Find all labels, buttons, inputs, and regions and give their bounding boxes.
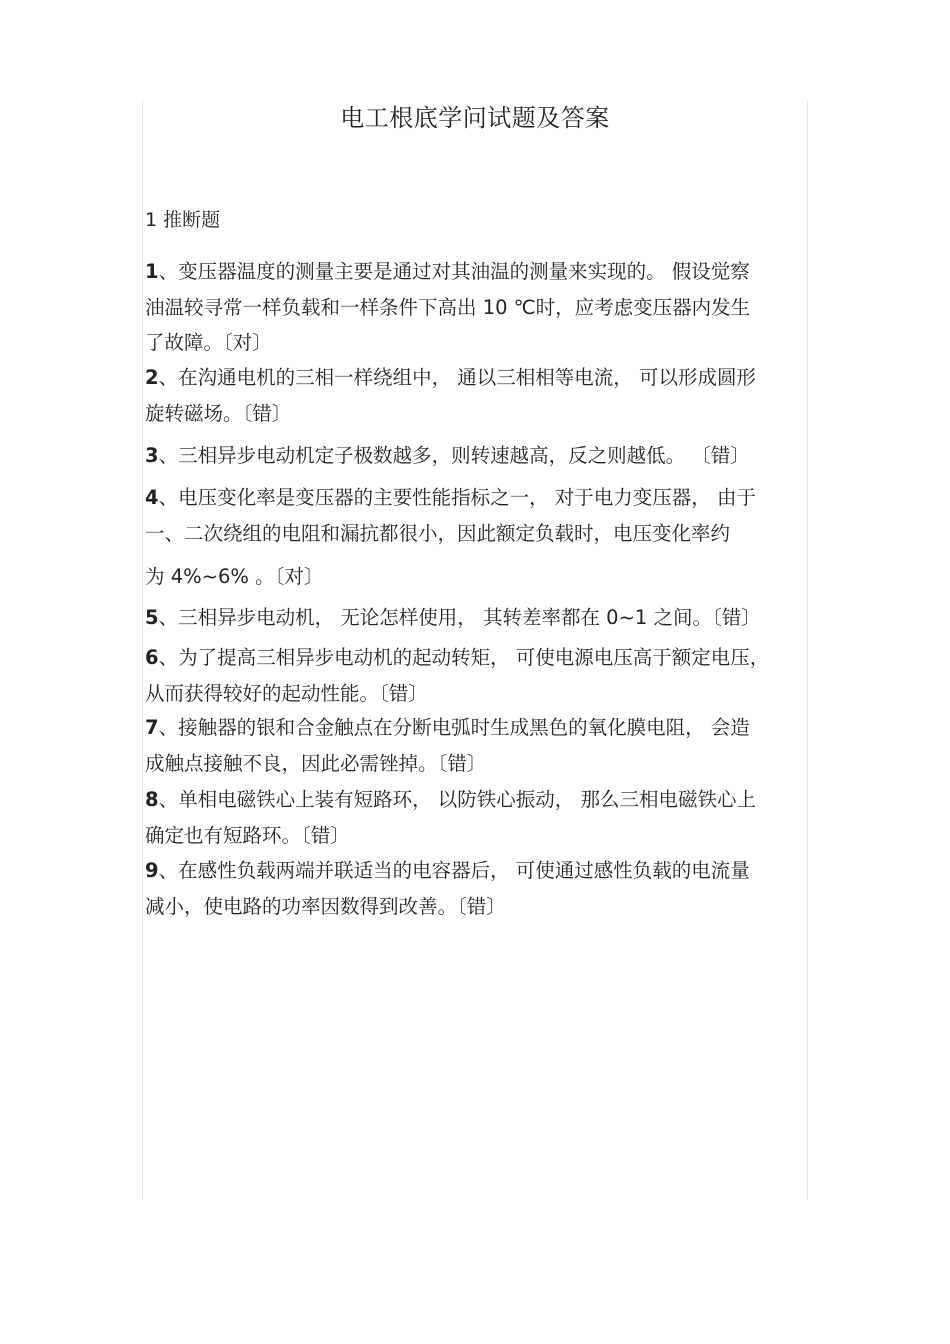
question-text: 、在感性负载两端并联适当的电容器后， 可使通过感性负载的电流量	[158, 859, 750, 882]
question-line	[145, 853, 807, 889]
question-line: 减小，使电路的功率因数得到改善。〔错〕	[145, 894, 506, 918]
question-text: 、电压变化率是变压器的主要性能指标之一， 对于电力变压器， 由于	[158, 486, 756, 509]
question-item	[145, 254, 807, 361]
question-number: 2	[145, 366, 159, 389]
question-number: 9	[145, 859, 159, 882]
question-item	[145, 438, 807, 474]
question-text: 、在沟通电机的三相一样绕组中， 通以三相相等电流， 可以形成圆形	[158, 366, 756, 389]
question-text: 、接触器的银和合金触点在分断电弧时生成黑色的氧化膜电阻， 会造	[158, 716, 750, 739]
question-text: 、三相异步电动机， 无论怎样使用， 其转差率都在 0~1 之间。〔错〕	[158, 606, 761, 629]
question-number: 8	[145, 788, 159, 811]
question-line: 从而获得较好的起动性能。〔错〕	[145, 681, 428, 705]
question-number: 4	[145, 486, 159, 509]
question-line	[145, 600, 807, 636]
question-number: 3	[145, 444, 159, 467]
question-line: 为 4%~6% 。〔对〕	[145, 565, 324, 588]
question-line: 一、二次绕组的电阻和漏抗都很小，因此额定负载时，电压变化率约	[145, 521, 731, 545]
question-number: 6	[145, 646, 159, 669]
question-line	[145, 640, 807, 676]
question-number: 7	[145, 716, 159, 739]
question-line	[145, 438, 807, 474]
question-line	[145, 710, 807, 746]
question-line	[145, 782, 807, 818]
question-item	[145, 853, 807, 924]
question-line	[145, 360, 807, 396]
question-number: 1	[145, 260, 159, 283]
question-line: 油温较寻常一样负载和一样条件下高出 10 ℃时，应考虑变压器内发生	[145, 295, 751, 319]
question-number: 5	[145, 606, 159, 629]
question-text: 、单相电磁铁心上装有短路环， 以防铁心振动， 那么三相电磁铁心上	[158, 788, 756, 811]
question-item	[145, 360, 807, 431]
question-text: 、变压器温度的测量主要是通过对其油温的测量来实现的。 假设觉察	[158, 260, 750, 283]
question-item	[145, 782, 807, 853]
question-text: 、为了提高三相异步电动机的起动转矩， 可使电源电压高于额定电压，	[158, 646, 770, 669]
document-page	[142, 100, 808, 1200]
question-line: 了故障。〔对〕	[145, 331, 272, 354]
question-item	[145, 640, 807, 711]
question-item	[145, 480, 807, 595]
question-item	[145, 600, 807, 636]
question-line: 成触点接触不良，因此必需锉掉。〔错〕	[145, 751, 487, 775]
question-item	[145, 710, 807, 781]
question-text: 、三相异步电动机定子极数越多，则转速越高，反之则越低。 〔错〕	[158, 444, 750, 467]
question-line	[145, 254, 807, 290]
question-line	[145, 480, 807, 516]
question-line: 旋转磁场。〔错〕	[145, 401, 292, 425]
page-title: 电工根底学问试题及答案	[340, 104, 610, 132]
section-heading: 1 推断题	[145, 209, 221, 231]
question-line: 确定也有短路环。〔错〕	[145, 823, 350, 847]
